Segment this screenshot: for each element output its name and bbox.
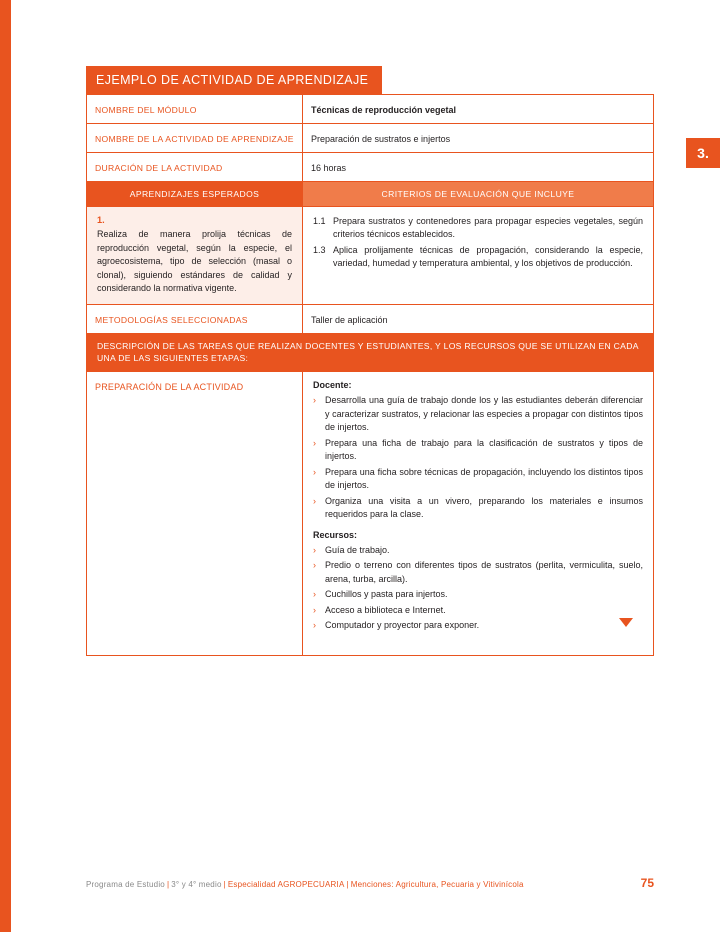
duracion-label: DURACIÓN DE LA ACTIVIDAD [95,163,223,173]
list-item-text: Acceso a biblioteca e Internet. [325,604,446,615]
table-row-headers [87,182,654,207]
list-item [313,588,643,602]
footer-part3: Especialidad AGROPECUARIA [227,880,345,889]
duracion-value-cell [303,153,654,182]
page-number: 75 [640,876,654,890]
footer-separator: | [223,880,226,889]
aprendizaje-number: 1. [97,215,105,225]
bullet-arrow-icon: › [313,495,316,506]
tasks-wrapper [313,380,643,633]
recursos-title: Recursos: [313,529,358,540]
bullet-arrow-icon: › [313,604,316,615]
list-item-text: Prepara una ficha sobre técnicas de propagación, incluyendo los distintos tipos de injertos. [325,466,643,491]
bullet-arrow-icon: › [313,544,316,555]
activity-table [86,94,654,656]
criterio-number: 1.3 [313,245,326,256]
table-row-actividad [87,124,654,153]
bullet-arrow-icon: › [313,560,316,571]
list-item [313,466,643,493]
modulo-label-cell [87,95,303,124]
list-item-text: Predio o terreno con diferentes tipos de sustratos (perlita, vermiculita, suelo, arena, turba, arcilla). [325,560,643,584]
list-item-text: Cuchillos y pasta para injertos. [325,589,448,600]
list-item [313,495,643,522]
bullet-arrow-icon: › [313,589,316,600]
metodologias-label-cell [87,304,303,333]
actividad-label-cell [87,124,303,153]
metodologias-label: METODOLOGÍAS SELECCIONADAS [95,314,248,325]
chapter-tab: 3. [686,138,720,168]
footer-text [86,880,524,889]
criterio-text: Prepara sustratos y contenedores para propagar especies vegetales, según criterios técnicos establecidos. [333,216,643,240]
header-aprendizajes: APRENDIZAJES ESPERADOS [87,182,303,207]
list-item [313,544,643,558]
bullet-arrow-icon: › [313,437,316,448]
footer-separator: | [346,880,349,889]
modulo-label: NOMBRE DEL MÓDULO [95,105,197,115]
list-item-text: Guía de trabajo. [325,544,390,555]
criterio-item [313,215,643,241]
left-accent-bar [0,0,11,932]
metodologias-value: Taller de aplicación [311,314,388,325]
list-item-text: Organiza una visita a un vivero, preparando los materiales e insumos requeridos para la clase. [325,495,643,520]
list-item [313,604,643,618]
list-item [313,559,643,586]
description-band: DESCRIPCIÓN DE LAS TAREAS QUE REALIZAN DOCENTES Y ESTUDIANTES, Y LOS RECURSOS QUE SE UTILIZAN EN CADA UNA DE LAS SIGUIENTES ETAPAS: [87,333,654,372]
list-item [313,619,643,633]
bullet-arrow-icon: › [313,466,316,477]
list-item [313,437,643,464]
recursos-list [313,544,643,633]
list-item-text: Computador y proyector para exponer. [325,620,480,631]
aprendizaje-text: Realiza de manera prolija técnicas de reproducción vegetal, según la especie, el agroecosistema, tipo de selección (masal o clonal), siguiendo estándares de calidad y considerando la normativa vigente. [97,229,292,293]
modulo-value-cell [303,95,654,124]
bullet-arrow-icon: › [313,620,316,631]
table-row-duracion [87,153,654,182]
modulo-value: Técnicas de reproducción vegetal [311,105,457,115]
tasks-cell [303,372,654,656]
actividad-value-cell [303,124,654,153]
list-item-text: Prepara una ficha de trabajo para la clasificación de sustratos y tipos de injertos. [325,437,643,462]
footer-part2: 3° y 4° medio [171,880,222,889]
table-row-desc-band [87,333,654,372]
duracion-value: 16 horas [311,163,347,173]
footer-separator: | [166,880,170,889]
footer-part4: Menciones: Agricultura, Pecuaria y Vitivinícola [350,880,524,889]
actividad-label: NOMBRE DE LA ACTIVIDAD DE APRENDIZAJE [95,134,294,144]
table-row-metodologias [87,304,654,333]
continues-down-icon [619,618,633,627]
stage-label: PREPARACIÓN DE LA ACTIVIDAD [95,382,244,393]
criterio-item [313,244,643,270]
stage-label-cell [87,372,303,656]
list-item-text: Desarrolla una guía de trabajo donde los y las estudiantes deberán diferenciar y caracterizar sustratos, y relacionar las especies a propagar con distintos tipos de injertos. [325,395,643,433]
aprendizaje-cell [87,207,303,305]
table-row-modulo [87,95,654,124]
actividad-value: Preparación de sustratos e injertos [311,134,451,144]
page-content [86,66,654,656]
metodologias-value-cell [303,304,654,333]
header-criterios: CRITERIOS DE EVALUACIÓN QUE INCLUYE [303,182,654,207]
docente-title: Docente: [313,380,352,391]
criterios-cell [303,207,654,305]
list-item [313,394,643,435]
page-footer [86,876,654,890]
table-row-tasks [87,372,654,656]
docente-list [313,394,643,522]
duracion-label-cell [87,153,303,182]
footer-part1: Programa de Estudio [86,880,165,889]
criterio-text: Aplica prolijamente técnicas de propagación, considerando la especie, variedad, humedad y temperatura ambiental, y los objetivos de producción. [333,245,643,269]
title-banner: EJEMPLO DE ACTIVIDAD DE APRENDIZAJE [86,66,382,94]
criterio-number: 1.1 [313,216,326,226]
table-row-content [87,207,654,305]
bullet-arrow-icon: › [313,395,316,406]
